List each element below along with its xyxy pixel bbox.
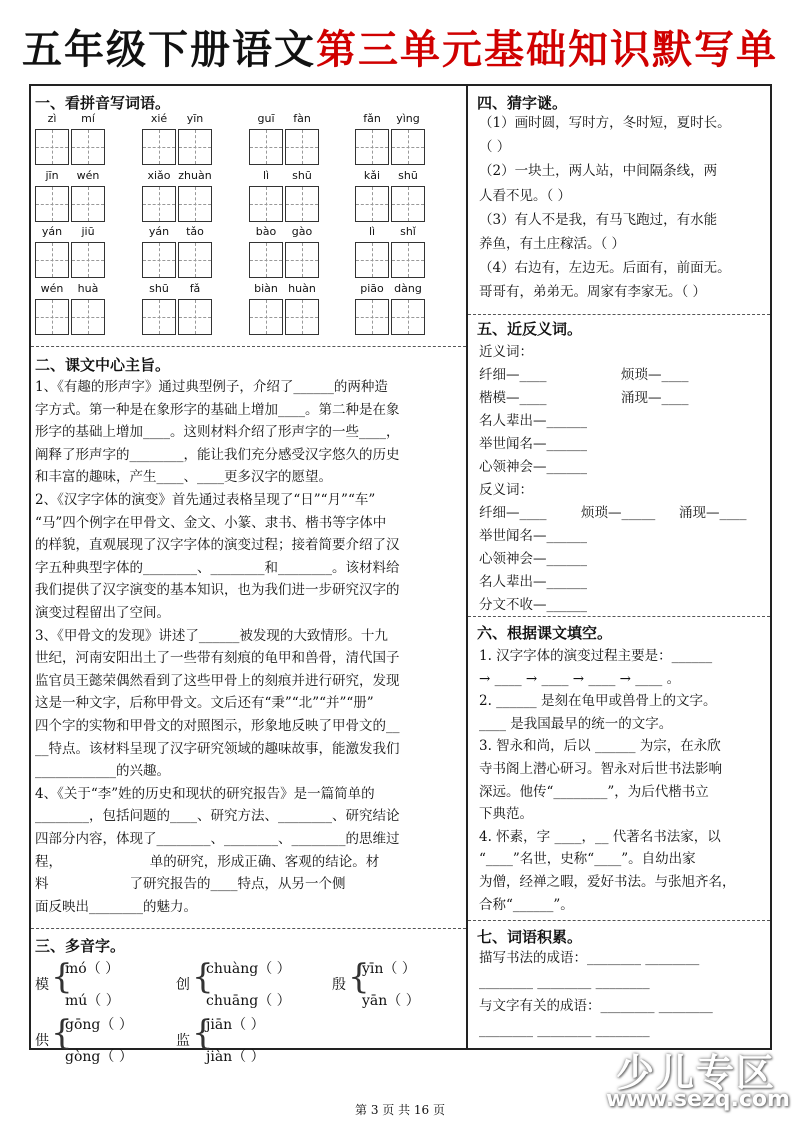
pinyin-syllable: jīn <box>45 169 59 182</box>
writing-grid <box>249 299 321 335</box>
title-part-1: 五年级下册语文 <box>22 27 316 73</box>
riddle-line: 养鱼，有土庄稼活。（ ） <box>479 236 626 252</box>
text-line: 演变过程留出了空间。 <box>35 605 170 621</box>
pinyin-syllable: shū <box>398 169 418 182</box>
writing-cell <box>391 186 425 222</box>
pinyin-syllable: xiǎo <box>147 169 171 182</box>
text-line: 我们提供了汉字演变的基本知识，也为我们进一步研究汉字的 <box>35 582 400 599</box>
fill-in-line: 合称“______”。 <box>479 896 574 913</box>
fill-in-line: → ____ → ____ → ____ → ____ 。 <box>479 670 681 687</box>
section-1-heading: 一、看拼音写词语。 <box>35 94 171 112</box>
writing-cell <box>355 129 389 165</box>
fill-in-line: 寺书阁上潜心研习。智永对后世书法影响 <box>479 761 722 777</box>
writing-cell <box>35 186 69 222</box>
pinyin-syllable: piāo <box>360 282 384 295</box>
watermark-logo: 少儿专区 <box>616 1051 777 1095</box>
text-line: ____________的兴趣。 <box>35 763 170 780</box>
idiom-line: 与文字有关的成语：________ ________ <box>479 998 713 1014</box>
antonym-item: 心领神会—______ <box>479 551 587 567</box>
pinyin-syllable: jiū <box>81 225 95 238</box>
synonym-item: 烦琐—____ <box>621 367 689 383</box>
writing-cell <box>35 299 69 335</box>
writing-cell <box>178 242 212 278</box>
section-divider <box>468 920 770 921</box>
writing-cell <box>35 242 69 278</box>
pinyin-syllable: xié <box>150 112 168 125</box>
text-line: 1、《有趣的形声字》通过典型例子，介绍了______的两种造 <box>35 379 388 395</box>
writing-grid <box>142 129 214 165</box>
writing-cell <box>391 299 425 335</box>
writing-cell <box>142 129 176 165</box>
pinyin-syllable: fǎn <box>363 112 381 125</box>
text-line: 3、《甲骨文的发现》讲述了______被发现的大致情形。十九 <box>35 627 388 644</box>
fill-in-line: 3. 智永和尚，后以 ______ 为宗，在永欣 <box>479 738 721 755</box>
writing-cell <box>355 299 389 335</box>
pinyin-syllable: guī <box>257 112 275 125</box>
polyphonic-char: 供 <box>35 1033 49 1049</box>
pinyin-syllable: yán <box>41 225 63 238</box>
page-number: 第 3 页 共 16 页 <box>355 1103 445 1117</box>
writing-cell <box>355 242 389 278</box>
pinyin-option: jiān（ ） <box>206 1017 265 1033</box>
pinyin-option: mó（ ） <box>65 961 120 977</box>
writing-grid <box>35 129 107 165</box>
pinyin-syllable: shū <box>149 282 169 295</box>
writing-cell <box>142 299 176 335</box>
antonym-item: 举世闻名—______ <box>479 528 587 544</box>
text-line: 面反映出________的魅力。 <box>35 898 197 915</box>
pinyin-syllable: yìng <box>396 112 420 125</box>
section-2-heading: 二、课文中心主旨。 <box>35 356 171 374</box>
pinyin-syllable: wén <box>76 169 100 182</box>
riddle-line: （1）画时圆，写时方，冬时短，夏时长。 <box>479 115 731 131</box>
synonym-item: 纤细—____ <box>479 367 547 383</box>
writing-cell <box>249 242 283 278</box>
antonym-item: 涌现—____ <box>679 505 747 521</box>
pinyin-option: yīn（ ） <box>362 961 416 977</box>
writing-grid <box>355 299 427 335</box>
section-4-heading: 四、猜字谜。 <box>477 94 568 112</box>
text-line: 四个字的实物和甲骨文的对照图示，形象地反映了甲骨文的__ <box>35 718 400 734</box>
brace-icon: { <box>51 957 73 997</box>
fill-in-line: ____ 是我国最早的统一的文字。 <box>479 715 673 732</box>
writing-grid <box>35 186 107 222</box>
pinyin-option: yān（ ） <box>362 993 420 1009</box>
section-divider <box>31 928 466 929</box>
section-7-heading: 七、词语积累。 <box>477 928 583 946</box>
writing-grid <box>355 242 427 278</box>
pinyin-syllable: huà <box>77 282 99 295</box>
title-part-2: 第三单元基础知识默写单 <box>316 27 778 73</box>
writing-grid <box>142 242 214 278</box>
brace-icon: { <box>192 1013 214 1053</box>
writing-cell <box>178 186 212 222</box>
riddle-line: （2）一块土，两人站，中间隔条线，两 <box>479 163 718 180</box>
pinyin-syllable: yán <box>148 225 170 238</box>
pinyin-syllable: biàn <box>254 282 278 295</box>
writing-cell <box>249 186 283 222</box>
writing-cell <box>249 129 283 165</box>
writing-cell <box>285 242 319 278</box>
pinyin-syllable: lì <box>368 225 376 238</box>
text-line: 形字的基础上增加____。这则材料介绍了形声字的一些____， <box>35 424 400 441</box>
writing-cell <box>71 299 105 335</box>
pinyin-syllable: shū <box>292 169 312 182</box>
synonym-item: 楷模—____ <box>479 390 547 406</box>
pinyin-option: jiàn（ ） <box>206 1049 265 1065</box>
pinyin-syllable: zì <box>47 112 57 125</box>
writing-grid <box>355 129 427 165</box>
brace-icon: { <box>348 957 370 997</box>
writing-grid <box>249 129 321 165</box>
pinyin-syllable: shǐ <box>400 225 416 238</box>
polyphonic-char: 殷 <box>332 977 346 993</box>
writing-cell <box>178 129 212 165</box>
riddle-line: （ ） <box>479 139 511 156</box>
text-line: “马”四个例字在甲骨文、金文、小篆、隶书、楷书等字体中 <box>35 514 387 531</box>
writing-cell <box>285 129 319 165</box>
fill-in-line: 为僧，经禅之暇，爱好书法。与张旭齐名， <box>479 874 736 890</box>
writing-cell <box>71 129 105 165</box>
riddle-line: （4）右边有，左边无。后面有，前面无。 <box>479 260 731 277</box>
writing-grid <box>35 299 107 335</box>
pinyin-syllable: gào <box>291 225 313 238</box>
writing-cell <box>285 186 319 222</box>
text-line: 世纪，河南安阳出土了一些带有刻痕的龟甲和兽骨，清代国子 <box>35 650 400 667</box>
writing-cell <box>142 242 176 278</box>
pinyin-syllable: fàn <box>293 112 311 125</box>
fill-in-line: 深远。他传“________”，为后代楷书立 <box>479 783 709 800</box>
pinyin-syllable: tǎo <box>186 225 204 238</box>
writing-grid <box>355 186 427 222</box>
writing-cell <box>355 186 389 222</box>
writing-cell <box>285 299 319 335</box>
writing-cell <box>71 242 105 278</box>
fill-in-line: 1. 汉字字体的演变过程主要是：______ <box>479 648 713 664</box>
text-line: 4、《关于“李”姓的历史和现状的研究报告》是一篇简单的 <box>35 785 375 802</box>
pinyin-syllable: mí <box>81 112 95 125</box>
pinyin-option: chuāng（ ） <box>206 993 291 1009</box>
text-line: 这是一种文字，后称甲骨文。文后还有“秉”“北”“并”“册” <box>35 695 374 712</box>
writing-grid <box>35 242 107 278</box>
text-line: 字方式。第一种是在象形字的基础上增加____。第二种是在象 <box>35 401 400 418</box>
antonym-item: 名人辈出—______ <box>479 574 587 590</box>
writing-grid <box>142 299 214 335</box>
writing-cell <box>178 299 212 335</box>
fill-in-line: 4. 怀素，字 ____，__ 代著名书法家，以 <box>479 828 721 845</box>
section-6-heading: 六、根据课文填空。 <box>477 624 613 642</box>
text-line: 和丰富的趣味，产生____、____更多汉字的愿望。 <box>35 469 332 486</box>
pinyin-option: mú（ ） <box>65 993 120 1009</box>
pinyin-syllable: fǎ <box>189 282 201 295</box>
riddle-line: （3）有人不是我，有马飞跑过，有水能 <box>479 211 718 228</box>
text-line: ________，包括问题的____、研究方法、________、研究结论 <box>35 808 400 825</box>
idiom-line: ________ ________ ________ <box>479 1022 650 1038</box>
text-line: 程， 单的研究，形成正确、客观的结论。材 <box>35 853 380 870</box>
pinyin-syllable: bào <box>255 225 277 238</box>
antonym-label: 反义词： <box>479 482 533 498</box>
brace-icon: { <box>51 1013 73 1053</box>
section-divider <box>31 346 466 347</box>
writing-cell <box>71 186 105 222</box>
writing-grid <box>249 186 321 222</box>
antonym-item: 分文不收—______ <box>479 597 587 613</box>
text-line: __特点。该材料呈现了汉字研究领域的趣味故事，能激发我们 <box>35 740 400 757</box>
text-line: 的样貌，直观展现了汉字字体的演变过程；接着简要介绍了汉 <box>35 537 400 554</box>
watermark-url: www.sezq.com <box>606 1087 790 1112</box>
polyphonic-char: 监 <box>176 1033 190 1049</box>
writing-cell <box>391 242 425 278</box>
pinyin-option: gōng（ ） <box>65 1017 133 1033</box>
writing-cell <box>249 299 283 335</box>
text-line: 2、《汉字字体的演变》首先通过表格呈现了“日”“月”“车” <box>35 492 376 508</box>
polyphonic-char: 创 <box>176 977 190 993</box>
section-3-heading: 三、多音字。 <box>35 937 126 955</box>
idiom-line: 描写书法的成语：________ ________ <box>479 950 700 966</box>
writing-grid <box>142 186 214 222</box>
text-line: 字五种典型字体的________、________和________。该材料给 <box>35 559 400 576</box>
text-line: 阐释了形声字的________，能让我们充分感受汉字悠久的历史 <box>35 446 400 463</box>
riddle-line: 哥哥有，弟弟无。周家有李家无。（ ） <box>479 284 707 301</box>
text-line: 监官员王懿荣偶然看到了这些甲骨上的刻痕并进行研究，发现 <box>35 672 400 689</box>
synonym-item: 名人辈出—______ <box>479 413 587 429</box>
text-line: 四部分内容，体现了________、________、________的思维过 <box>35 831 400 847</box>
pinyin-syllable: wén <box>40 282 64 295</box>
writing-grid <box>249 242 321 278</box>
synonym-item: 涌现—____ <box>621 390 689 406</box>
antonym-item: 纤细—____ <box>479 505 547 521</box>
section-divider <box>468 314 770 315</box>
pinyin-syllable: dàng <box>394 282 422 295</box>
fill-in-line: “____”名世，史称“____”。自幼出家 <box>479 851 696 868</box>
antonym-item: 烦琐—_____ <box>581 505 656 521</box>
pinyin-syllable: yīn <box>186 112 204 125</box>
section-5-heading: 五、近反义词。 <box>477 320 583 338</box>
riddle-line: 人看不见。（ ） <box>479 187 572 204</box>
brace-icon: { <box>192 957 214 997</box>
pinyin-option: chuàng（ ） <box>206 961 291 977</box>
page-title <box>0 18 800 75</box>
writing-cell <box>35 129 69 165</box>
text-line: 料 了研究报告的____特点，从另一个侧 <box>35 876 346 893</box>
fill-in-line: 2. ______ 是刻在龟甲或兽骨上的文字。 <box>479 693 717 710</box>
fill-in-line: 下典范。 <box>479 806 533 823</box>
column-divider <box>466 84 468 1050</box>
idiom-line: ________ ________ ________ <box>479 974 650 990</box>
pinyin-syllable: huàn <box>288 282 316 295</box>
pinyin-syllable: lì <box>262 169 270 182</box>
polyphonic-char: 模 <box>35 977 49 993</box>
writing-cell <box>391 129 425 165</box>
writing-cell <box>142 186 176 222</box>
synonym-label: 近义词： <box>479 344 533 360</box>
synonym-item: 举世闻名—______ <box>479 436 587 452</box>
pinyin-syllable: kǎi <box>363 169 381 182</box>
synonym-item: 心领神会—______ <box>479 459 587 475</box>
pinyin-option: gòng（ ） <box>65 1049 133 1065</box>
pinyin-syllable: zhuàn <box>178 169 212 182</box>
